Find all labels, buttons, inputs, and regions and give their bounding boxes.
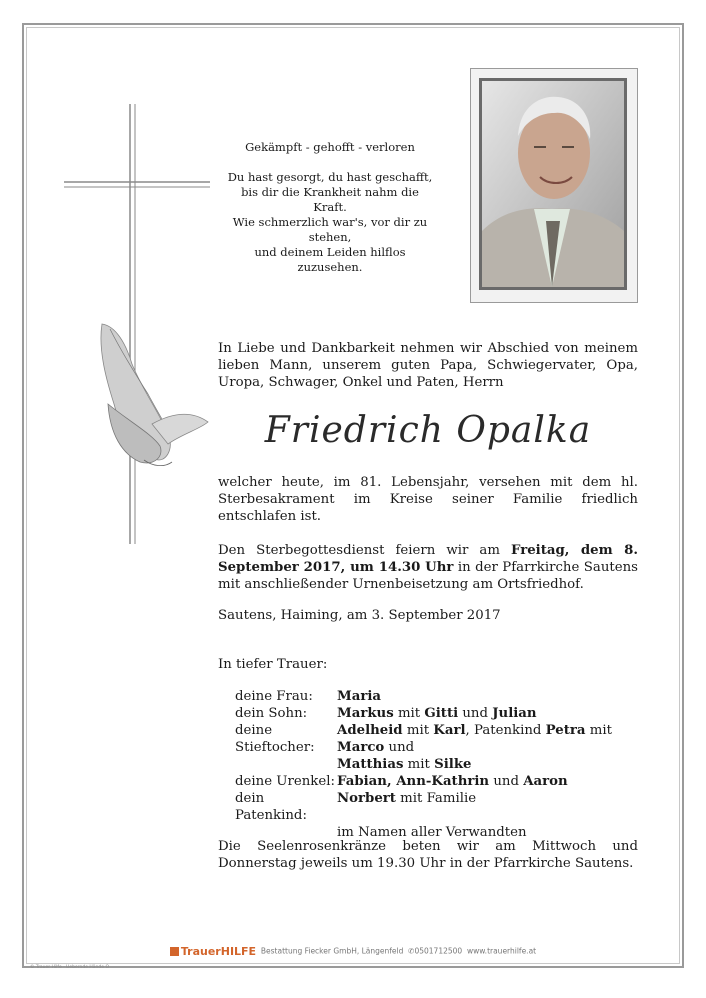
passing-paragraph: welcher heute, im 81. Lebensjahr, versehen mit dem hl. Sterbesakrament im Kreise seiner Familie friedlich entschlafen ist.: [218, 475, 638, 524]
mourner-name: Gitti: [424, 706, 459, 721]
mourner-name: Adelheid: [337, 723, 403, 738]
cross-with-praying-hands: [60, 104, 220, 544]
passing-text: [218, 474, 638, 525]
relation-label: dein Patenkind:: [235, 791, 307, 823]
service-date: Freitag, dem 8. September 2017, um 14.30 Uhr: [218, 543, 639, 575]
connector-text: mit: [585, 723, 612, 738]
company-name: Bestattung Fiecker GmbH, Längenfeld: [260, 946, 404, 956]
poem-line: Wie schmerzlich war's, vor dir zu stehen,: [232, 215, 428, 244]
poem-line: und deinem Leiden hilflos zuzusehen.: [254, 245, 406, 274]
connector-text: und: [489, 774, 524, 789]
mourner-row: [235, 790, 637, 824]
footer: [0, 945, 706, 958]
mourner-name: Aaron: [523, 774, 568, 789]
mourner-row: [235, 705, 637, 722]
phone-number: ✆0501712500: [408, 946, 463, 956]
place-date: [218, 607, 638, 624]
connector-text: und: [384, 740, 415, 755]
mourner-name: Fabian, Ann-Kathrin: [337, 774, 490, 789]
poem-line: Gekämpft - gehofft - verloren: [245, 140, 415, 154]
mourner-name: Karl: [433, 723, 466, 738]
relation-label: deine Urenkel:: [235, 774, 335, 789]
poem-line: Du hast gesorgt, du hast geschafft,: [227, 170, 433, 184]
place-date-text: Sautens, Haiming, am 3. September 2017: [218, 608, 501, 623]
relation-label: deine Frau:: [235, 689, 313, 704]
mourner-name: Norbert: [337, 791, 396, 806]
praying-hands-icon: [101, 324, 208, 466]
mourner-row: [235, 688, 637, 705]
mourner-row: [235, 773, 637, 790]
service-paragraph: [218, 542, 638, 593]
intro-paragraph: In Liebe und Dankbarkeit nehmen wir Abschied von meinem lieben Mann, unserem guten Papa, Schwiegervater, Opa, Uropa, Schwager, Onkel und Paten, Herrn: [218, 341, 638, 390]
mourner-name: Markus: [337, 706, 394, 721]
deceased-name: Friedrich Opalka: [264, 410, 592, 451]
service-pre: Den Sterbegottesdienst feiern wir am: [218, 543, 511, 558]
mourners-list: [235, 688, 637, 841]
connector-text: und: [458, 706, 493, 721]
website-link[interactable]: www.trauerhilfe.at: [466, 946, 537, 956]
connector-text: mit: [403, 757, 435, 772]
mourner-name: Maria: [337, 689, 382, 704]
trauerhilfe-logo-icon: [170, 947, 179, 956]
mourner-name: Marco: [337, 740, 385, 755]
service-post: in der Pfarrkirche Sautens mit anschließender Urnenbeisetzung am Ortsfriedhof.: [218, 560, 638, 592]
mourner-name: Petra: [545, 723, 586, 738]
image-credit: © Trauer Hilfe · Uebernde Hände O: [30, 965, 110, 970]
mourner-row: [235, 722, 637, 773]
mourning-heading: [218, 656, 638, 673]
intro-text: [218, 340, 638, 391]
relation-label: dein Sohn:: [235, 706, 308, 721]
portrait-photo: [479, 78, 627, 290]
mourner-name: Silke: [434, 757, 472, 772]
relation-label: deine Stieftocher:: [235, 723, 315, 755]
service-text: [218, 542, 638, 593]
mourner-name: Matthias: [337, 757, 404, 772]
poem-line: bis dir die Krankheit nahm die Kraft.: [241, 185, 419, 214]
connector-text: , Patenkind: [465, 723, 546, 738]
connector-text: mit: [402, 723, 434, 738]
connector-text: mit Familie: [395, 791, 477, 806]
rosary-text: [218, 838, 638, 872]
relatives-text: im Namen aller Verwandten: [337, 825, 527, 840]
poem: [225, 140, 435, 275]
mourning-heading-text: In tiefer Trauer:: [218, 657, 328, 672]
connector-text: mit: [393, 706, 425, 721]
brand-name[interactable]: TrauerHILFE: [180, 945, 257, 958]
mourner-name: Julian: [492, 706, 537, 721]
rosary-paragraph: Die Seelenrosenkränze beten wir am Mittwoch und Donnerstag jeweils um 19.30 Uhr in der Pfarrkirche Sautens.: [218, 839, 638, 871]
